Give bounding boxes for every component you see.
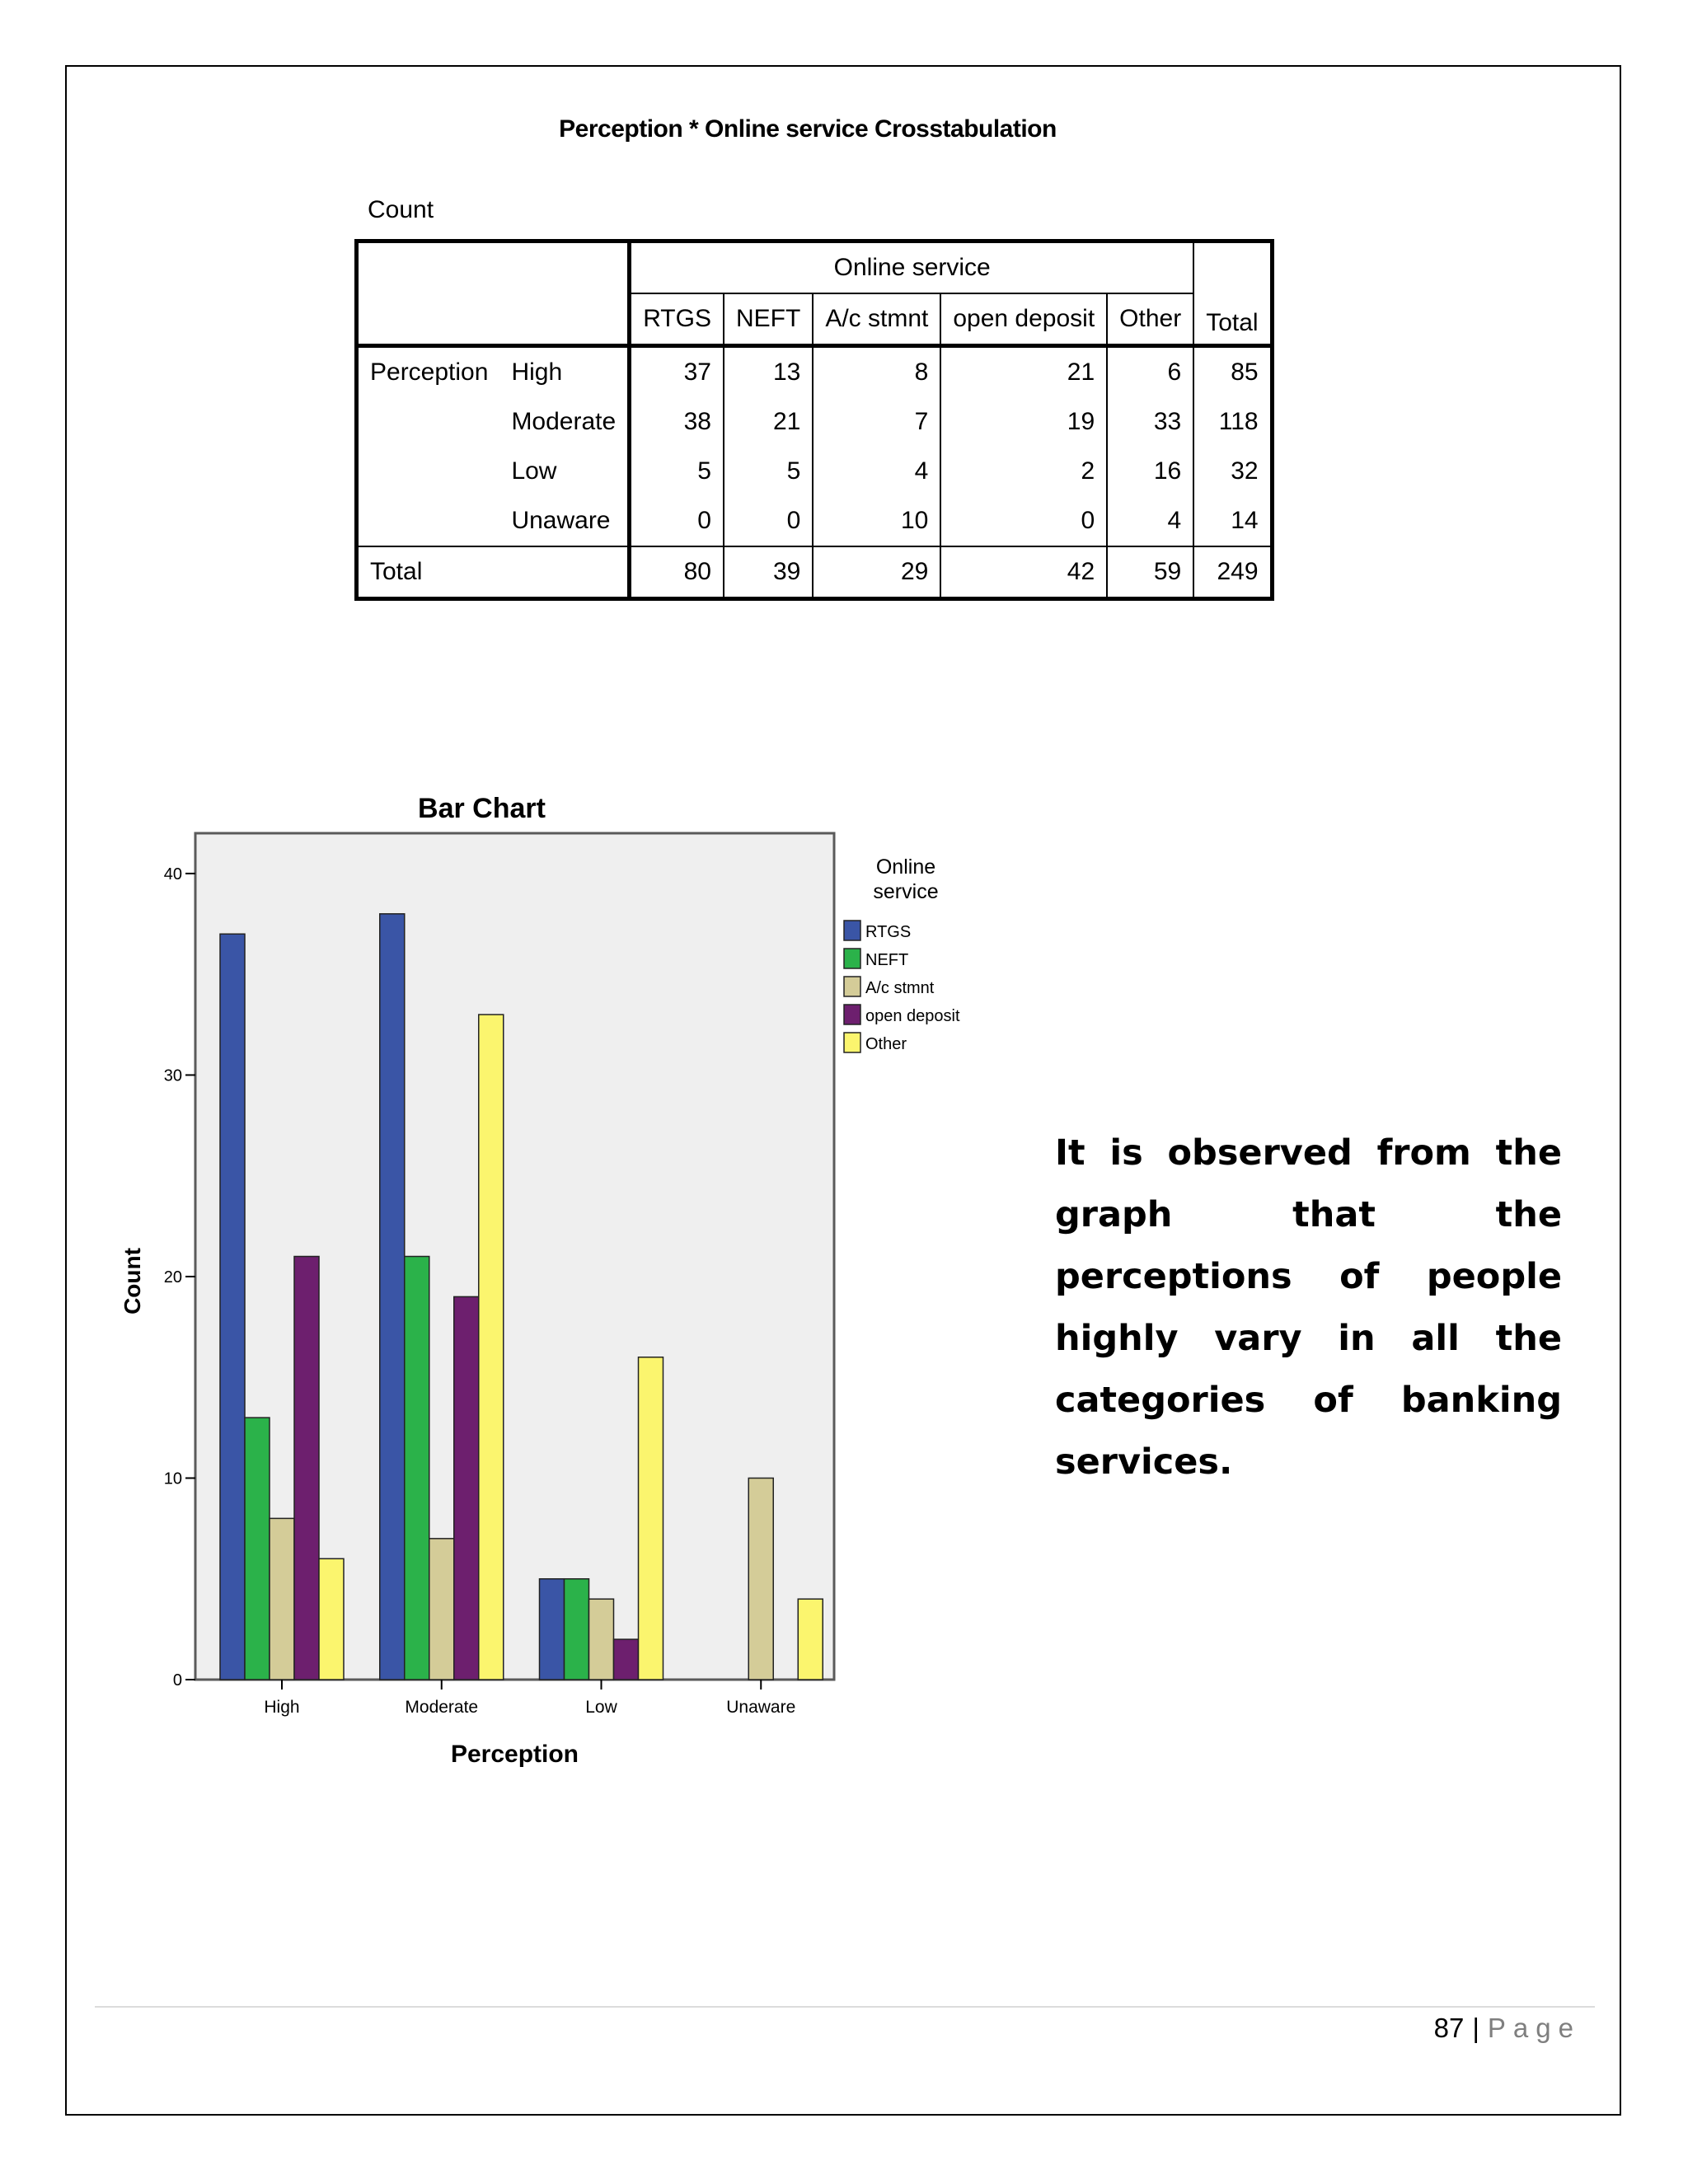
table-count-label: Count: [368, 196, 434, 223]
legend-title: service: [873, 880, 939, 903]
bar: [639, 1357, 663, 1680]
bar: [565, 1579, 589, 1680]
bar: [405, 1257, 429, 1680]
table-cell-total: 249: [1193, 546, 1272, 599]
bar-chart: [115, 783, 973, 1797]
x-tick-label: Unaware: [726, 1698, 796, 1717]
online-service-header: Online service: [630, 241, 1194, 294]
legend-swatch: [844, 1033, 860, 1052]
table-totals-row: [357, 546, 1273, 599]
page-footer: [1434, 2013, 1581, 2044]
bar: [589, 1599, 614, 1680]
bar: [245, 1418, 270, 1680]
legend-label: open deposit: [865, 1007, 960, 1025]
y-tick-label: 10: [163, 1469, 182, 1488]
legend-swatch: [844, 1005, 860, 1024]
legend-label: RTGS: [865, 923, 912, 941]
table-cell: 5: [630, 447, 724, 496]
bar: [479, 1015, 504, 1680]
y-tick-label: 40: [163, 865, 182, 883]
column-header: open deposit: [940, 293, 1107, 346]
bar: [220, 934, 245, 1680]
table-cell: 42: [940, 546, 1107, 599]
legend-label: NEFT: [865, 951, 909, 969]
legend-swatch: [844, 977, 860, 996]
x-tick-label: High: [264, 1698, 300, 1717]
legend-swatch: [844, 921, 860, 940]
y-tick-label: 30: [163, 1066, 182, 1085]
row-label: High: [499, 346, 629, 398]
legend-label: Other: [865, 1035, 907, 1053]
chart-title: Bar Chart: [418, 793, 546, 824]
bar: [748, 1478, 773, 1680]
table-row: [357, 447, 1273, 496]
table-row: [357, 346, 1273, 398]
bar: [798, 1599, 823, 1680]
table-cell: 4: [813, 447, 940, 496]
table-cell: 21: [724, 397, 813, 447]
x-axis-label: Perception: [450, 1741, 579, 1768]
column-header: Other: [1107, 293, 1193, 346]
column-header: RTGS: [630, 293, 724, 346]
legend-swatch: [844, 949, 860, 968]
page-word: Page: [1487, 2013, 1581, 2043]
table-cell: 37: [630, 346, 724, 398]
table-corner: [357, 241, 630, 346]
table-cell: 33: [1107, 397, 1193, 447]
row-label: Low: [511, 457, 557, 485]
bar: [454, 1296, 479, 1680]
table-cell: 7: [813, 397, 940, 447]
x-tick-label: Moderate: [405, 1698, 479, 1717]
y-axis-label: Count: [120, 1248, 145, 1315]
table-cell: 19: [940, 397, 1107, 447]
bar: [429, 1539, 454, 1680]
table-cell: 2: [940, 447, 1107, 496]
table-cell: 0: [940, 496, 1107, 546]
legend-title: Online: [875, 855, 936, 879]
page-number: 87: [1433, 2013, 1465, 2043]
bar: [294, 1257, 319, 1680]
y-tick-label: 0: [172, 1671, 182, 1690]
bar: [380, 914, 405, 1680]
footer-separator: |: [1472, 2013, 1479, 2043]
table-cell-total: 32: [1193, 447, 1272, 496]
table-title: Perception * Online service Crosstabulation: [559, 115, 1057, 143]
bar: [319, 1558, 344, 1680]
table-cell: 10: [813, 496, 940, 546]
table-cell: 80: [630, 546, 724, 599]
observation-text: It is observed from the graph that the perceptions of people highly vary in all the categories of banking services.: [1055, 1132, 1562, 1483]
table-cell: 5: [724, 447, 813, 496]
legend-label: A/c stmnt: [865, 979, 935, 997]
table-cell: 4: [1107, 496, 1193, 546]
table-cell: 8: [813, 346, 940, 398]
bar: [614, 1639, 639, 1680]
crosstab-table: [354, 239, 1274, 601]
column-header: A/c stmnt: [813, 293, 940, 346]
table-cell: 0: [630, 496, 724, 546]
totals-row-label: Total: [357, 546, 630, 599]
table-cell: 0: [724, 496, 813, 546]
table-cell: 38: [630, 397, 724, 447]
table-cell: 39: [724, 546, 813, 599]
table-row: [357, 397, 1273, 447]
table-cell: 13: [724, 346, 813, 398]
column-header: NEFT: [724, 293, 813, 346]
table-cell: 16: [1107, 447, 1193, 496]
bar: [540, 1579, 565, 1680]
table-cell: 59: [1107, 546, 1193, 599]
table-cell: 21: [940, 346, 1107, 398]
row-group-label: Perception: [357, 346, 500, 398]
footer-rule: [95, 2006, 1595, 2008]
x-tick-label: Low: [585, 1698, 617, 1717]
table-cell-total: 85: [1193, 346, 1272, 398]
bar: [270, 1518, 294, 1680]
table-cell-total: 14: [1193, 496, 1272, 546]
table-cell: 29: [813, 546, 940, 599]
total-column-header: Total: [1193, 241, 1272, 346]
row-label: Moderate: [511, 408, 617, 435]
table-row: [357, 496, 1273, 546]
row-label: Unaware: [511, 507, 611, 534]
table-cell: 6: [1107, 346, 1193, 398]
y-tick-label: 20: [163, 1268, 182, 1286]
table-cell-total: 118: [1193, 397, 1272, 447]
